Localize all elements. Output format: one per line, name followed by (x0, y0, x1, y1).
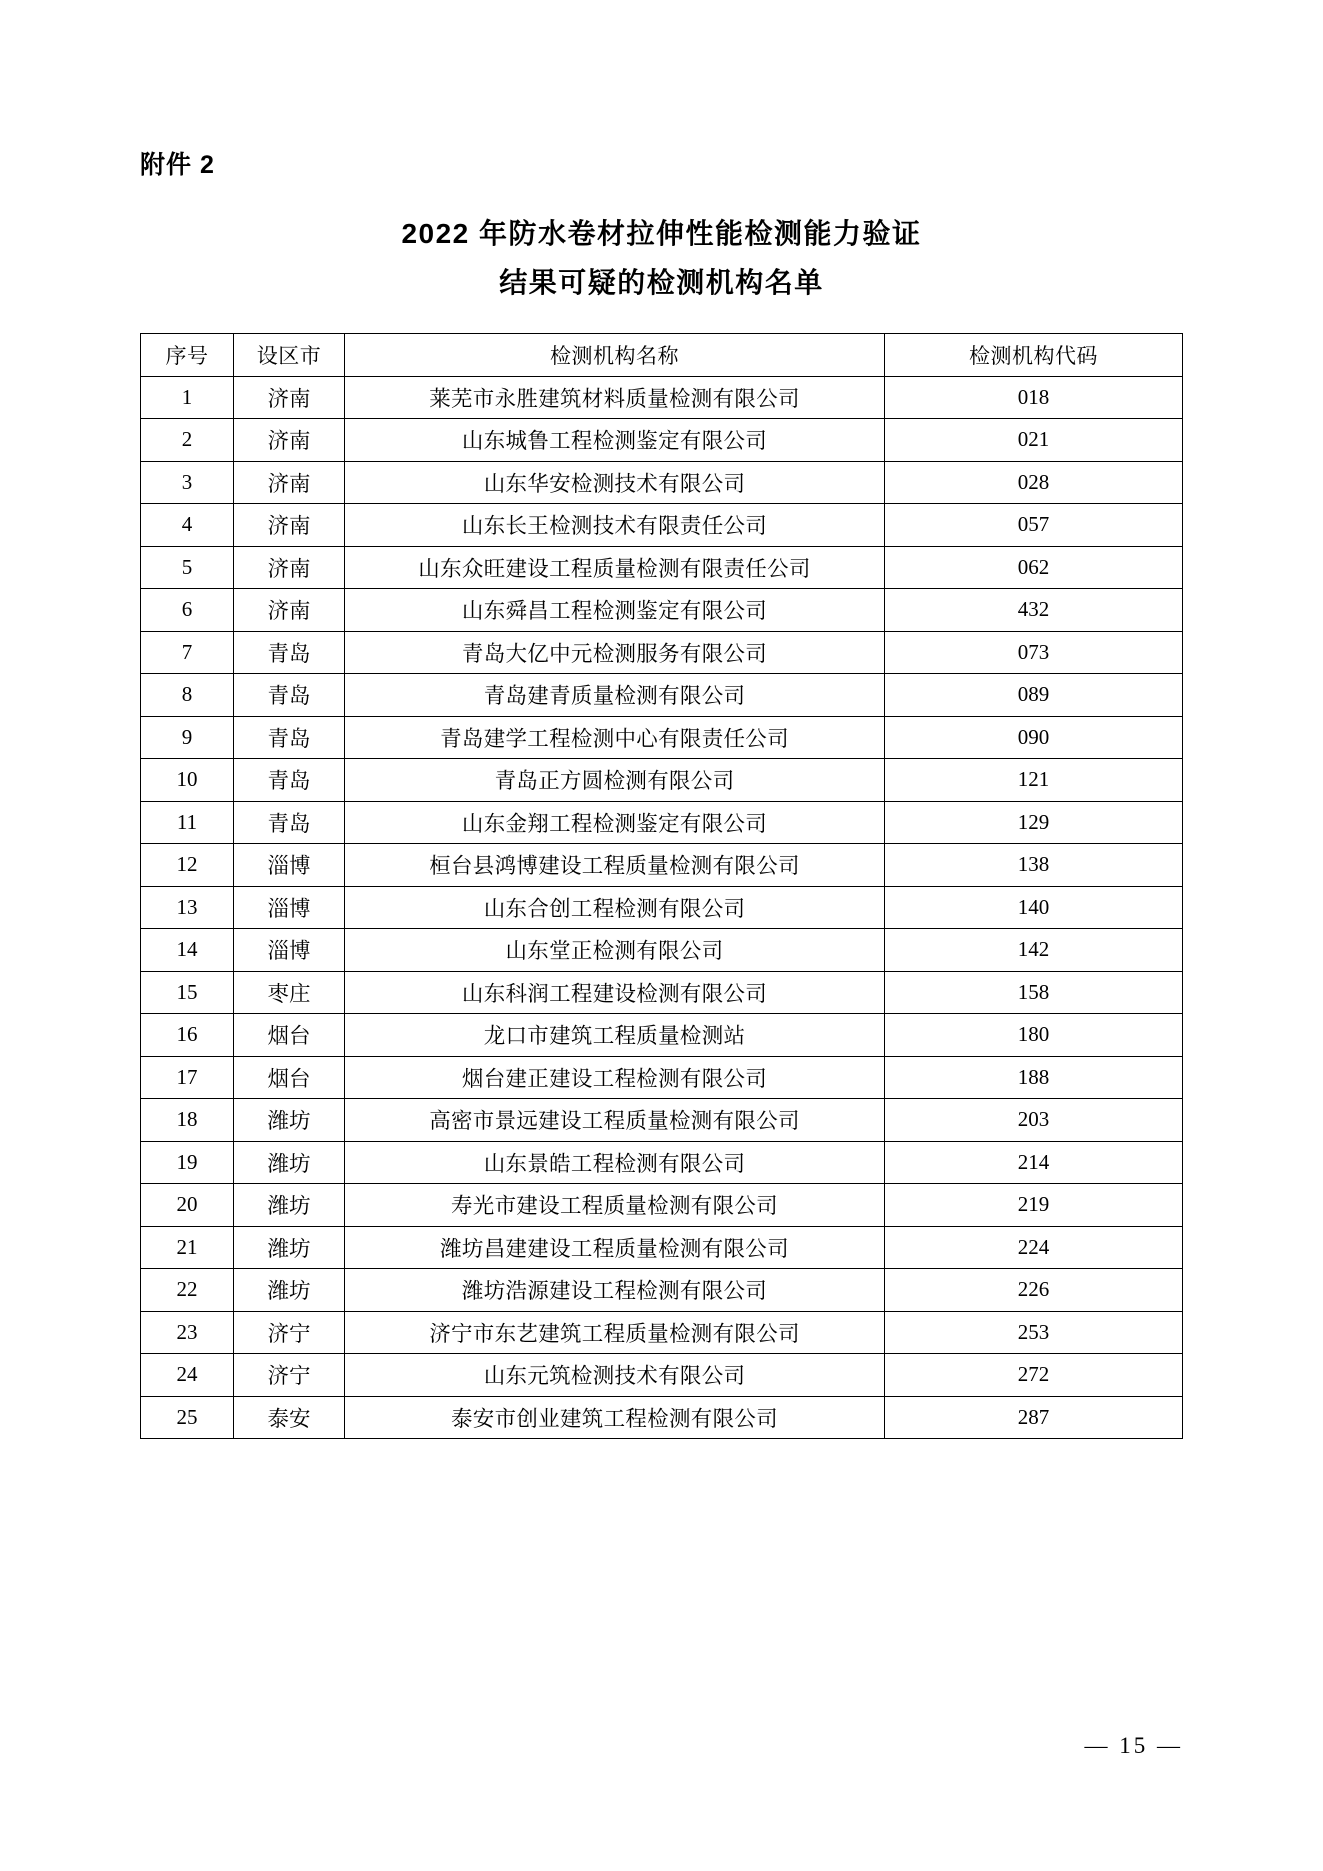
page-title (282, 209, 1042, 307)
cell-institution-name: 烟台建正建设工程检测有限公司 (345, 1056, 885, 1099)
cell-institution-code: 203 (885, 1099, 1183, 1142)
cell-institution-name: 山东众旺建设工程质量检测有限责任公司 (345, 546, 885, 589)
cell-city: 济南 (234, 419, 345, 462)
cell-institution-name: 潍坊昌建建设工程质量检测有限公司 (345, 1226, 885, 1269)
cell-city: 济南 (234, 589, 345, 632)
cell-institution-name: 山东元筑检测技术有限公司 (345, 1354, 885, 1397)
cell-city: 青岛 (234, 716, 345, 759)
cell-institution-name: 龙口市建筑工程质量检测站 (345, 1014, 885, 1057)
table-row (141, 929, 1183, 972)
cell-institution-name: 山东华安检测技术有限公司 (345, 461, 885, 504)
cell-institution-name: 青岛大亿中元检测服务有限公司 (345, 631, 885, 674)
cell-index: 6 (141, 589, 234, 632)
cell-institution-code: 253 (885, 1311, 1183, 1354)
cell-index: 3 (141, 461, 234, 504)
cell-index: 16 (141, 1014, 234, 1057)
column-header-institution-name: 检测机构名称 (345, 334, 885, 377)
cell-institution-name: 山东堂正检测有限公司 (345, 929, 885, 972)
cell-institution-name: 山东科润工程建设检测有限公司 (345, 971, 885, 1014)
cell-institution-code: 432 (885, 589, 1183, 632)
cell-city: 济南 (234, 546, 345, 589)
table-row (141, 1141, 1183, 1184)
table-row (141, 1396, 1183, 1439)
table-header-row (141, 334, 1183, 377)
cell-institution-code: 158 (885, 971, 1183, 1014)
column-header-index: 序号 (141, 334, 234, 377)
cell-city: 济宁 (234, 1311, 345, 1354)
cell-institution-code: 062 (885, 546, 1183, 589)
cell-city: 青岛 (234, 801, 345, 844)
institutions-table (140, 333, 1183, 1439)
cell-city: 济南 (234, 376, 345, 419)
cell-institution-name: 山东长王检测技术有限责任公司 (345, 504, 885, 547)
cell-institution-name: 山东舜昌工程检测鉴定有限公司 (345, 589, 885, 632)
cell-city: 淄博 (234, 929, 345, 972)
cell-institution-name: 潍坊浩源建设工程检测有限公司 (345, 1269, 885, 1312)
cell-institution-name: 桓台县鸿博建设工程质量检测有限公司 (345, 844, 885, 887)
cell-city: 潍坊 (234, 1141, 345, 1184)
cell-institution-name: 济宁市东艺建筑工程质量检测有限公司 (345, 1311, 885, 1354)
cell-city: 青岛 (234, 631, 345, 674)
cell-city: 济宁 (234, 1354, 345, 1397)
cell-institution-code: 287 (885, 1396, 1183, 1439)
table-row (141, 801, 1183, 844)
cell-city: 烟台 (234, 1014, 345, 1057)
page-title-line-1: 2022 年防水卷材拉伸性能检测能力验证 (401, 218, 922, 249)
cell-index: 9 (141, 716, 234, 759)
cell-institution-code: 138 (885, 844, 1183, 887)
cell-institution-name: 青岛正方圆检测有限公司 (345, 759, 885, 802)
cell-city: 济南 (234, 504, 345, 547)
cell-index: 17 (141, 1056, 234, 1099)
cell-institution-name: 山东景皓工程检测有限公司 (345, 1141, 885, 1184)
cell-institution-name: 莱芜市永胜建筑材料质量检测有限公司 (345, 376, 885, 419)
cell-institution-name: 高密市景远建设工程质量检测有限公司 (345, 1099, 885, 1142)
cell-institution-code: 140 (885, 886, 1183, 929)
cell-index: 25 (141, 1396, 234, 1439)
table-row (141, 1184, 1183, 1227)
cell-index: 2 (141, 419, 234, 462)
cell-index: 20 (141, 1184, 234, 1227)
cell-city: 枣庄 (234, 971, 345, 1014)
cell-index: 21 (141, 1226, 234, 1269)
cell-city: 济南 (234, 461, 345, 504)
cell-index: 22 (141, 1269, 234, 1312)
cell-index: 18 (141, 1099, 234, 1142)
table-row (141, 1226, 1183, 1269)
cell-city: 潍坊 (234, 1099, 345, 1142)
table-row (141, 419, 1183, 462)
cell-city: 烟台 (234, 1056, 345, 1099)
table-row (141, 376, 1183, 419)
column-header-institution-code: 检测机构代码 (885, 334, 1183, 377)
attachment-label: 附件 2 (140, 151, 215, 179)
cell-institution-code: 018 (885, 376, 1183, 419)
cell-institution-name: 山东城鲁工程检测鉴定有限公司 (345, 419, 885, 462)
cell-index: 8 (141, 674, 234, 717)
table-body (141, 376, 1183, 1439)
cell-city: 潍坊 (234, 1184, 345, 1227)
cell-institution-name: 泰安市创业建筑工程检测有限公司 (345, 1396, 885, 1439)
cell-institution-name: 青岛建青质量检测有限公司 (345, 674, 885, 717)
cell-institution-code: 073 (885, 631, 1183, 674)
cell-institution-name: 青岛建学工程检测中心有限责任公司 (345, 716, 885, 759)
cell-institution-code: 224 (885, 1226, 1183, 1269)
cell-institution-code: 180 (885, 1014, 1183, 1057)
table-row (141, 716, 1183, 759)
cell-index: 15 (141, 971, 234, 1014)
cell-institution-code: 272 (885, 1354, 1183, 1397)
cell-index: 10 (141, 759, 234, 802)
cell-city: 潍坊 (234, 1226, 345, 1269)
cell-institution-name: 山东合创工程检测有限公司 (345, 886, 885, 929)
cell-institution-code: 226 (885, 1269, 1183, 1312)
cell-city: 泰安 (234, 1396, 345, 1439)
table-row (141, 1269, 1183, 1312)
cell-index: 11 (141, 801, 234, 844)
cell-institution-code: 129 (885, 801, 1183, 844)
table-row (141, 589, 1183, 632)
cell-institution-code: 219 (885, 1184, 1183, 1227)
cell-institution-code: 021 (885, 419, 1183, 462)
cell-city: 潍坊 (234, 1269, 345, 1312)
cell-institution-code: 057 (885, 504, 1183, 547)
table-row (141, 546, 1183, 589)
cell-index: 4 (141, 504, 234, 547)
table-row (141, 971, 1183, 1014)
cell-city: 淄博 (234, 844, 345, 887)
cell-institution-code: 121 (885, 759, 1183, 802)
table-row (141, 1311, 1183, 1354)
cell-institution-name: 山东金翔工程检测鉴定有限公司 (345, 801, 885, 844)
table-row (141, 1099, 1183, 1142)
table-header (141, 334, 1183, 377)
cell-institution-code: 214 (885, 1141, 1183, 1184)
cell-institution-name: 寿光市建设工程质量检测有限公司 (345, 1184, 885, 1227)
cell-index: 7 (141, 631, 234, 674)
cell-index: 5 (141, 546, 234, 589)
table-row (141, 1354, 1183, 1397)
cell-index: 24 (141, 1354, 234, 1397)
table-row (141, 1056, 1183, 1099)
cell-institution-code: 188 (885, 1056, 1183, 1099)
table-row (141, 504, 1183, 547)
cell-index: 19 (141, 1141, 234, 1184)
cell-index: 23 (141, 1311, 234, 1354)
table-row (141, 844, 1183, 887)
page-title-line-2: 结果可疑的检测机构名单 (499, 267, 824, 298)
table-row (141, 461, 1183, 504)
table-row (141, 886, 1183, 929)
cell-index: 13 (141, 886, 234, 929)
cell-index: 14 (141, 929, 234, 972)
cell-index: 12 (141, 844, 234, 887)
table-row (141, 759, 1183, 802)
column-header-city: 设区市 (234, 334, 345, 377)
cell-institution-code: 028 (885, 461, 1183, 504)
cell-city: 青岛 (234, 759, 345, 802)
page-number: — 15 — (1084, 1733, 1183, 1758)
table-row (141, 631, 1183, 674)
table-row (141, 674, 1183, 717)
cell-city: 青岛 (234, 674, 345, 717)
cell-city: 淄博 (234, 886, 345, 929)
table-row (141, 1014, 1183, 1057)
cell-institution-code: 089 (885, 674, 1183, 717)
cell-institution-code: 090 (885, 716, 1183, 759)
cell-index: 1 (141, 376, 234, 419)
cell-institution-code: 142 (885, 929, 1183, 972)
